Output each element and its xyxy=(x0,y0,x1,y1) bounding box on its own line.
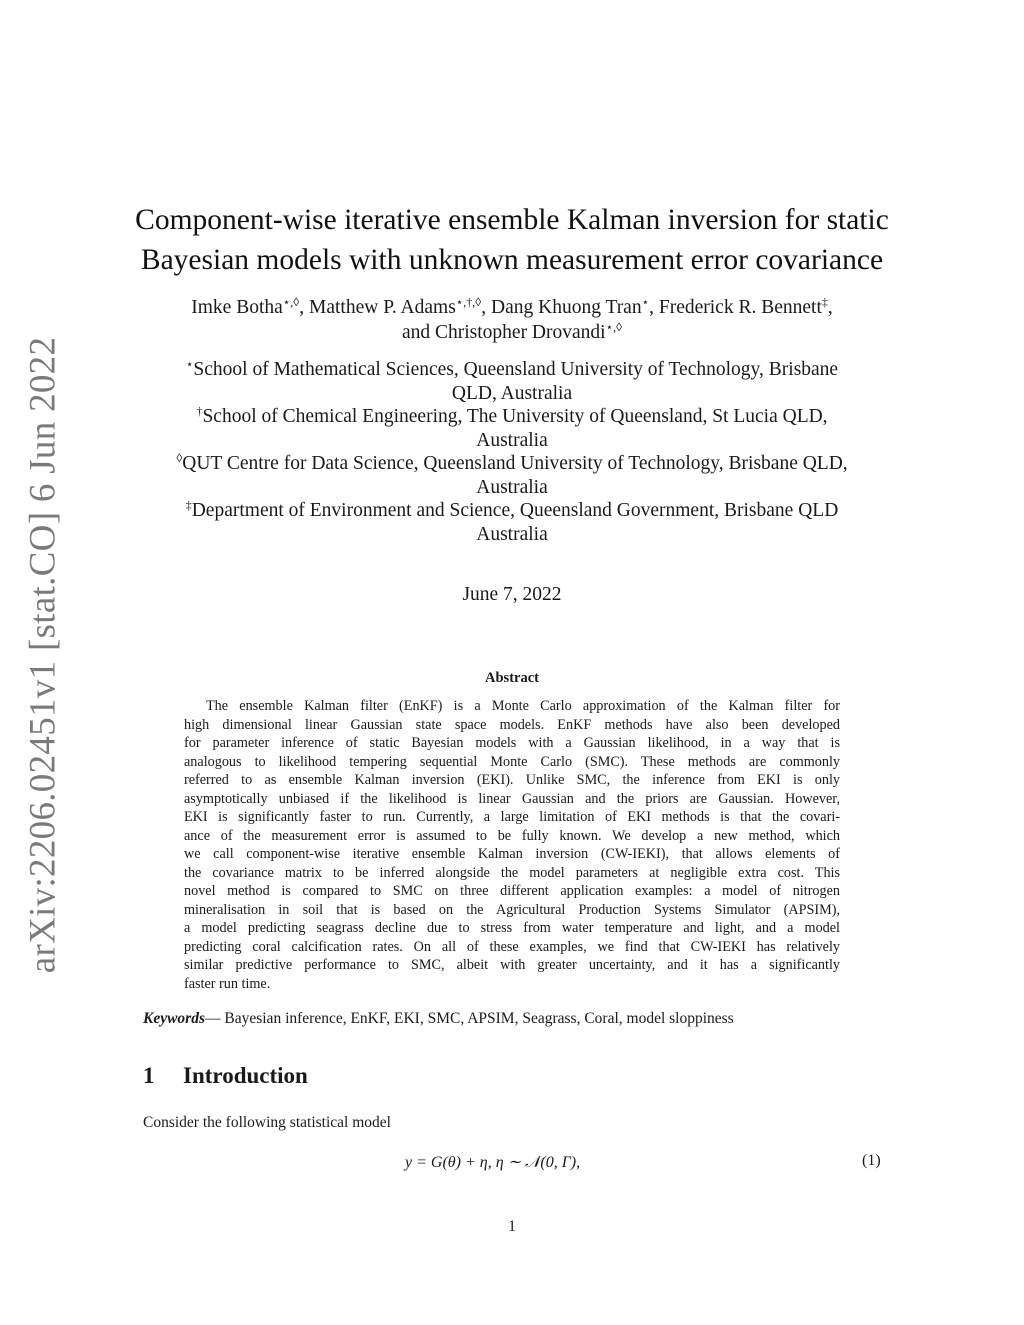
abstract-line: The ensemble Kalman filter (EnKF) is a Monte Carlo approximation of the Kalman filter for xyxy=(206,698,840,714)
section-number: 1 xyxy=(143,1063,155,1088)
author-name: Dang Khuong Tran xyxy=(491,297,642,318)
abstract-line: the covariance matrix to be inferred alongside the model parameters at negligible extra cost. This xyxy=(184,864,840,881)
abstract-body xyxy=(184,697,840,993)
keywords-text: Bayesian inference, EnKF, EKI, SMC, APSIM, Seagrass, Coral, model sloppiness xyxy=(224,1010,734,1027)
affiliation-line: Australia xyxy=(476,476,548,498)
affiliation-mark: ‡ xyxy=(185,498,192,512)
affiliation-mark: † xyxy=(196,404,203,418)
affiliation-line xyxy=(120,499,904,523)
abstract-line: we call component-wise iterative ensemble Kalman inversion (CW-IEKI), that allows elements of xyxy=(184,846,840,862)
paper-title xyxy=(120,200,904,280)
keywords-label: Keywords xyxy=(143,1010,205,1027)
abstract-line: predicting coral calcification rates. On all of these examples, we find that CW-IEKI has relatively xyxy=(184,938,840,955)
affiliation-list xyxy=(120,358,904,546)
title-line-1: Component-wise iterative ensemble Kalman inversion for static xyxy=(135,204,889,236)
affiliation-text: School of Mathematical Sciences, Queensland University of Technology, Brisbane xyxy=(193,359,839,380)
author-line-2 xyxy=(120,320,904,345)
affiliation-mark: ◊ xyxy=(176,451,183,465)
abstract-line: EKI is significantly faster to run. Currently, a large limitation of EKI methods is that the covari- xyxy=(184,809,840,825)
page-number: 1 xyxy=(508,1218,516,1235)
author-conjunction: and xyxy=(401,322,431,343)
author-affiliation-marks: ⋆,◊ xyxy=(282,295,300,309)
affiliation-text: QUT Centre for Data Science, Queensland University of Technology, Brisbane QLD, xyxy=(182,453,848,474)
arxiv-identifier: arXiv:2206.02451v1 [stat.CO] 6 Jun 2022 xyxy=(22,336,64,974)
abstract-line: novel method is compared to SMC on three different application examples: a model of nitrogen xyxy=(184,883,840,899)
abstract-line: high dimensional linear Gaussian state space models. EnKF methods have also been developed xyxy=(184,716,840,733)
author-name: Imke Botha xyxy=(191,297,283,318)
affiliation-mark: ⋆ xyxy=(185,357,194,371)
abstract-line: for parameter inference of static Bayesian models with a Gaussian likelihood, in a way that is xyxy=(184,735,840,751)
title-line-2: Bayesian models with unknown measurement error covariance xyxy=(140,244,884,276)
intro-paragraph: Consider the following statistical model xyxy=(143,1114,391,1131)
author-list xyxy=(120,295,904,345)
equation: y = G(θ) + η, η ∼ 𝒩(0, Γ), xyxy=(405,1154,581,1171)
author-affiliation-marks: ⋆ xyxy=(641,295,650,309)
author-name: Frederick R. Bennett xyxy=(658,297,822,318)
author-name: Christopher Drovandi xyxy=(434,322,606,343)
author-line-1: Imke Botha⋆,◊, Matthew P. Adams⋆,†,◊, Dang Khuong Tran⋆, Frederick R. Bennett‡, xyxy=(191,295,833,318)
abstract-line: faster run time. xyxy=(184,975,271,992)
affiliation-text: Department of Environment and Science, Queensland Government, Brisbane QLD xyxy=(191,500,839,521)
affiliation-line xyxy=(120,405,904,429)
section-heading xyxy=(143,1063,308,1089)
equation-number: (1) xyxy=(862,1152,881,1169)
abstract-heading: Abstract xyxy=(485,670,539,686)
affiliation-line xyxy=(120,358,904,382)
author-affiliation-marks: ⋆,†,◊ xyxy=(455,295,482,309)
affiliation-line: Australia xyxy=(476,523,548,545)
keywords-dash: — xyxy=(205,1010,221,1027)
paper-date: June 7, 2022 xyxy=(462,584,562,605)
affiliation-line: Australia xyxy=(476,429,548,451)
abstract-line: analogous to likelihood tempering sequential Monte Carlo (SMC). These methods are commonly xyxy=(184,753,840,770)
author-affiliation-marks: ‡ xyxy=(821,295,828,309)
affiliation-text: School of Chemical Engineering, The University of Queensland, St Lucia QLD, xyxy=(202,406,828,427)
affiliation-line: QLD, Australia xyxy=(451,382,573,404)
abstract-line: referred to as ensemble Kalman inversion (EKI). Unlike SMC, the inference from EKI is only xyxy=(184,772,840,788)
keywords-line xyxy=(143,1010,734,1028)
abstract-line: ance of the measurement error is assumed to be fully known. We develop a new method, which xyxy=(184,827,840,844)
abstract-line: a model predicting seagrass decline due to stress from water temperature and light, and a model xyxy=(184,920,840,936)
abstract-line: asymptotically unbiased if the likelihood is linear Gaussian and the priors are Gaussian. However, xyxy=(184,790,840,807)
section-title: Introduction xyxy=(183,1063,308,1088)
abstract-line: similar predictive performance to SMC, albeit with greater uncertainty, and it has a significantly xyxy=(184,957,840,973)
author-affiliation-marks: ⋆,◊ xyxy=(605,320,623,334)
affiliation-line xyxy=(120,452,904,476)
author-name: Matthew P. Adams xyxy=(309,297,456,318)
abstract-line: mineralisation in soil that is based on the Agricultural Production Systems Simulator (APSIM), xyxy=(184,901,840,918)
